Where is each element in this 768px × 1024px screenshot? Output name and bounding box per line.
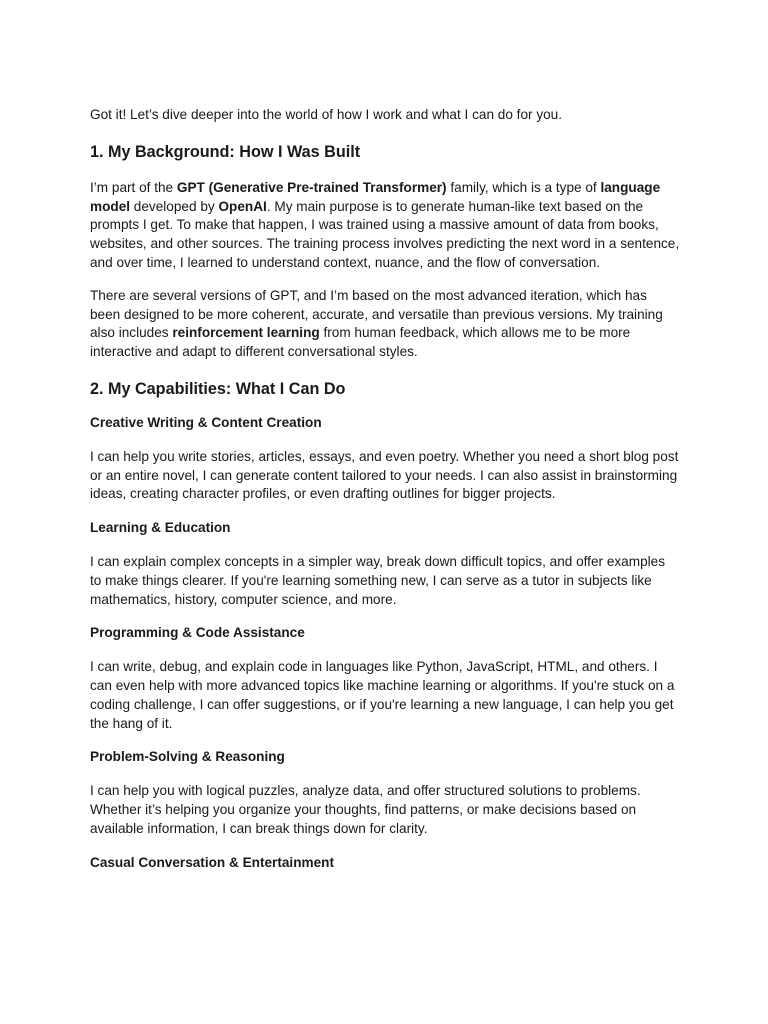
text-run: developed by [130,198,219,214]
document-page [90,106,680,887]
capability-title-learning: Learning & Education [90,520,231,536]
capability-text-learning: I can explain complex concepts in a simpler way, break down difficult topics, and offer examples to make things clearer. If you're learning something new, I can serve as a tutor in subjects like mathematics, history, computer science, and more. [90,553,666,607]
section-heading-capabilities: 2. My Capabilities: What I Can Do [90,379,346,398]
section-heading-background: 1. My Background: How I Was Built [90,142,361,161]
background-paragraph-1 [90,179,680,273]
capability-title-creative-writing: Creative Writing & Content Creation [90,414,322,430]
capability-title-problem-solving: Problem-Solving & Reasoning [90,749,285,765]
capability-text-programming: I can write, debug, and explain code in languages like Python, JavaScript, HTML, and others. I can even help with more advanced topics like machine learning or algorithms. If you're stuck on a coding challenge, I can offer suggestions, or if you're learning a new language, I can help you get the hang of it. [90,659,675,731]
bold-language-model: language model [90,179,661,214]
intro-paragraph: Got it! Let’s dive deeper into the world of how I work and what I can do for you. [90,107,563,122]
text-run: I’m part of the [90,179,177,195]
bold-reinforcement-learning: reinforcement learning [172,325,320,341]
background-paragraph-2 [90,287,680,362]
text-run: There are several versions of GPT, and I’m based on the most advanced iteration, which has been designed to be more coherent, accurate, and versatile than previous versions. My training also includes [90,287,663,341]
capability-title-programming: Programming & Code Assistance [90,625,305,641]
capability-text-problem-solving: I can help you with logical puzzles, analyze data, and offer structured solutions to problems. Whether it’s helping you organize your thoughts, find patterns, or make decisions based on available information, I can break things down for clarity. [90,783,641,836]
bold-gpt-name: GPT (Generative Pre-trained Transformer) [176,179,447,195]
bold-openai: OpenAI [218,198,267,214]
text-run: family, which is a type of [446,179,601,195]
capability-title-casual-conversation: Casual Conversation & Entertainment [90,854,334,870]
text-run: . My main purpose is to generate human-like text based on the prompts I get. To make that happen, I was trained using a massive amount of data from books, websites, and other sources. The training process involves predicting the next word in a sentence, and over time, I learned to understand context, nuance, and the flow of conversation. [90,198,680,270]
capability-text-creative-writing: I can help you write stories, articles, essays, and even poetry. Whether you need a short blog post or an entire novel, I can generate content tailored to your needs. I can also assist in brainstorming ideas, creating character profiles, or even drafting outlines for bigger projects. [90,448,679,502]
text-run: from human feedback, which allows me to be more interactive and adapt to different conversational styles. [90,325,631,360]
